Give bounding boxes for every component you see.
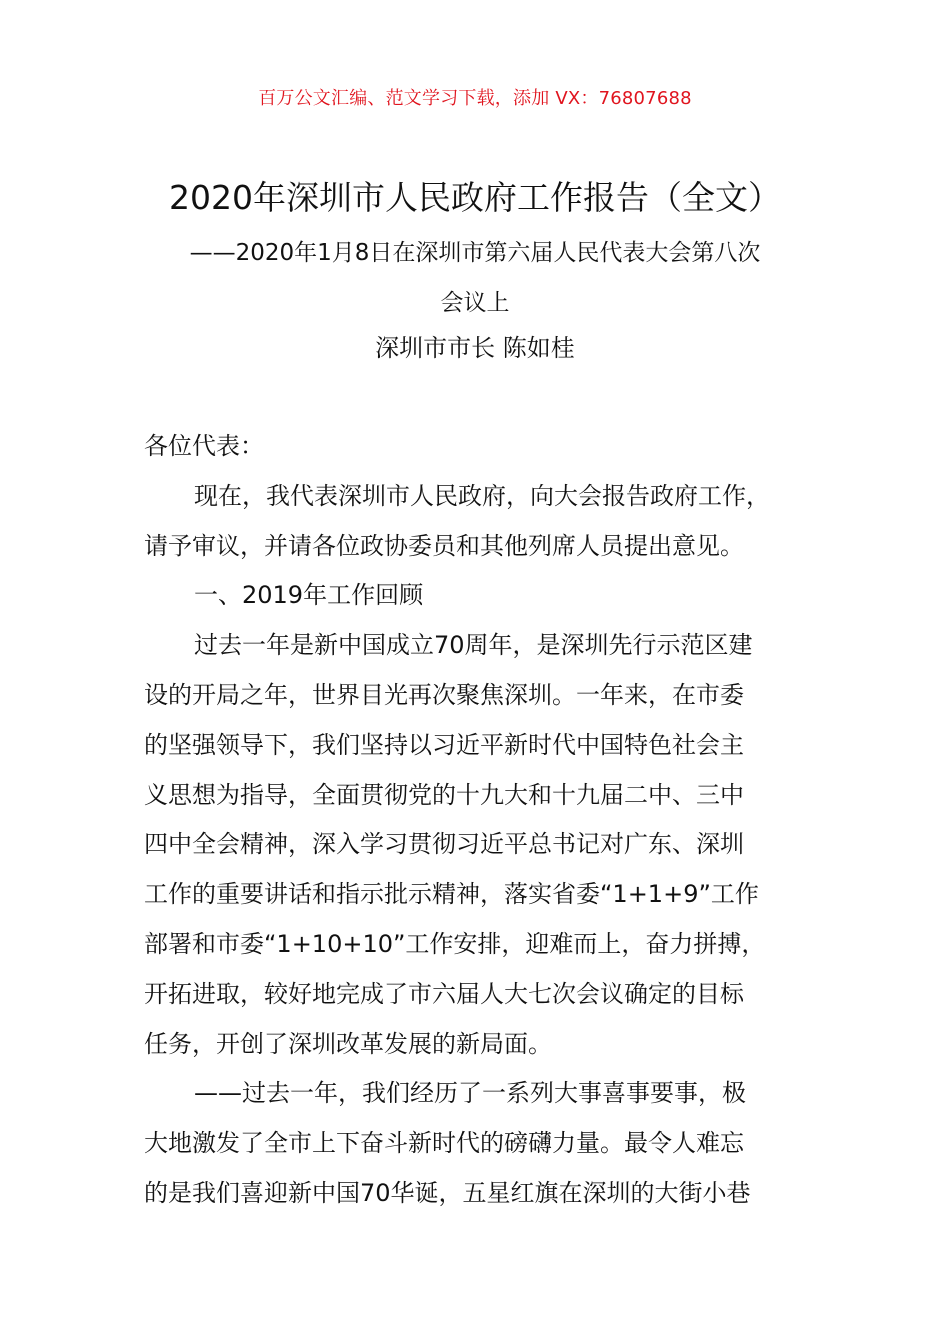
body-line: 请予审议，并请各位政协委员和其他列席人员提出意见。 (144, 531, 744, 560)
greeting: 各位代表： (144, 432, 264, 460)
body-line: ——过去一年，我们经历了一系列大事喜事要事，极 (194, 1079, 746, 1108)
body-line: 工作的重要讲话和指示批示精神，落实省委“1+1+9”工作 (144, 880, 759, 909)
document-body (144, 422, 834, 1219)
document-author: 深圳市市长 陈如桂 (375, 334, 575, 362)
body-line: 开拓进取，较好地完成了市六届人大七次会议确定的目标 (144, 979, 744, 1008)
body-line: 部署和市委“1+10+10”工作安排，迎难而上，奋力拼搏， (144, 929, 766, 958)
document-subtitle (0, 228, 950, 328)
document-title: 2020年深圳市人民政府工作报告（全文） (169, 178, 781, 217)
body-line: 大地激发了全市上下奋斗新时代的磅礴力量。最令人难忘 (144, 1129, 744, 1158)
watermark-banner: 百万公文汇编、范文学习下载，添加 VX：76807688 (258, 88, 692, 109)
body-line: 过去一年是新中国成立70周年，是深圳先行示范区建 (194, 631, 753, 660)
body-line: 任务，开创了深圳改革发展的新局面。 (144, 1029, 552, 1058)
body-line: 现在，我代表深圳市人民政府，向大会报告政府工作， (194, 481, 770, 510)
body-line: 义思想为指导，全面贯彻党的十九大和十九届二中、三中 (144, 780, 744, 809)
subtitle-line: 会议上 (440, 290, 510, 316)
section-heading: 一、2019年工作回顾 (194, 581, 424, 610)
body-line: 的是我们喜迎新中国70华诞，五星红旗在深圳的大街小巷 (144, 1178, 751, 1207)
body-line: 的坚强领导下，我们坚持以习近平新时代中国特色社会主 (144, 730, 744, 759)
body-line: 四中全会精神，深入学习贯彻习近平总书记对广东、深圳 (144, 830, 744, 859)
body-line: 设的开局之年，世界目光再次聚焦深圳。一年来，在市委 (144, 680, 744, 709)
subtitle-line: ——2020年1月8日在深圳市第六届人民代表大会第八次 (189, 240, 761, 266)
